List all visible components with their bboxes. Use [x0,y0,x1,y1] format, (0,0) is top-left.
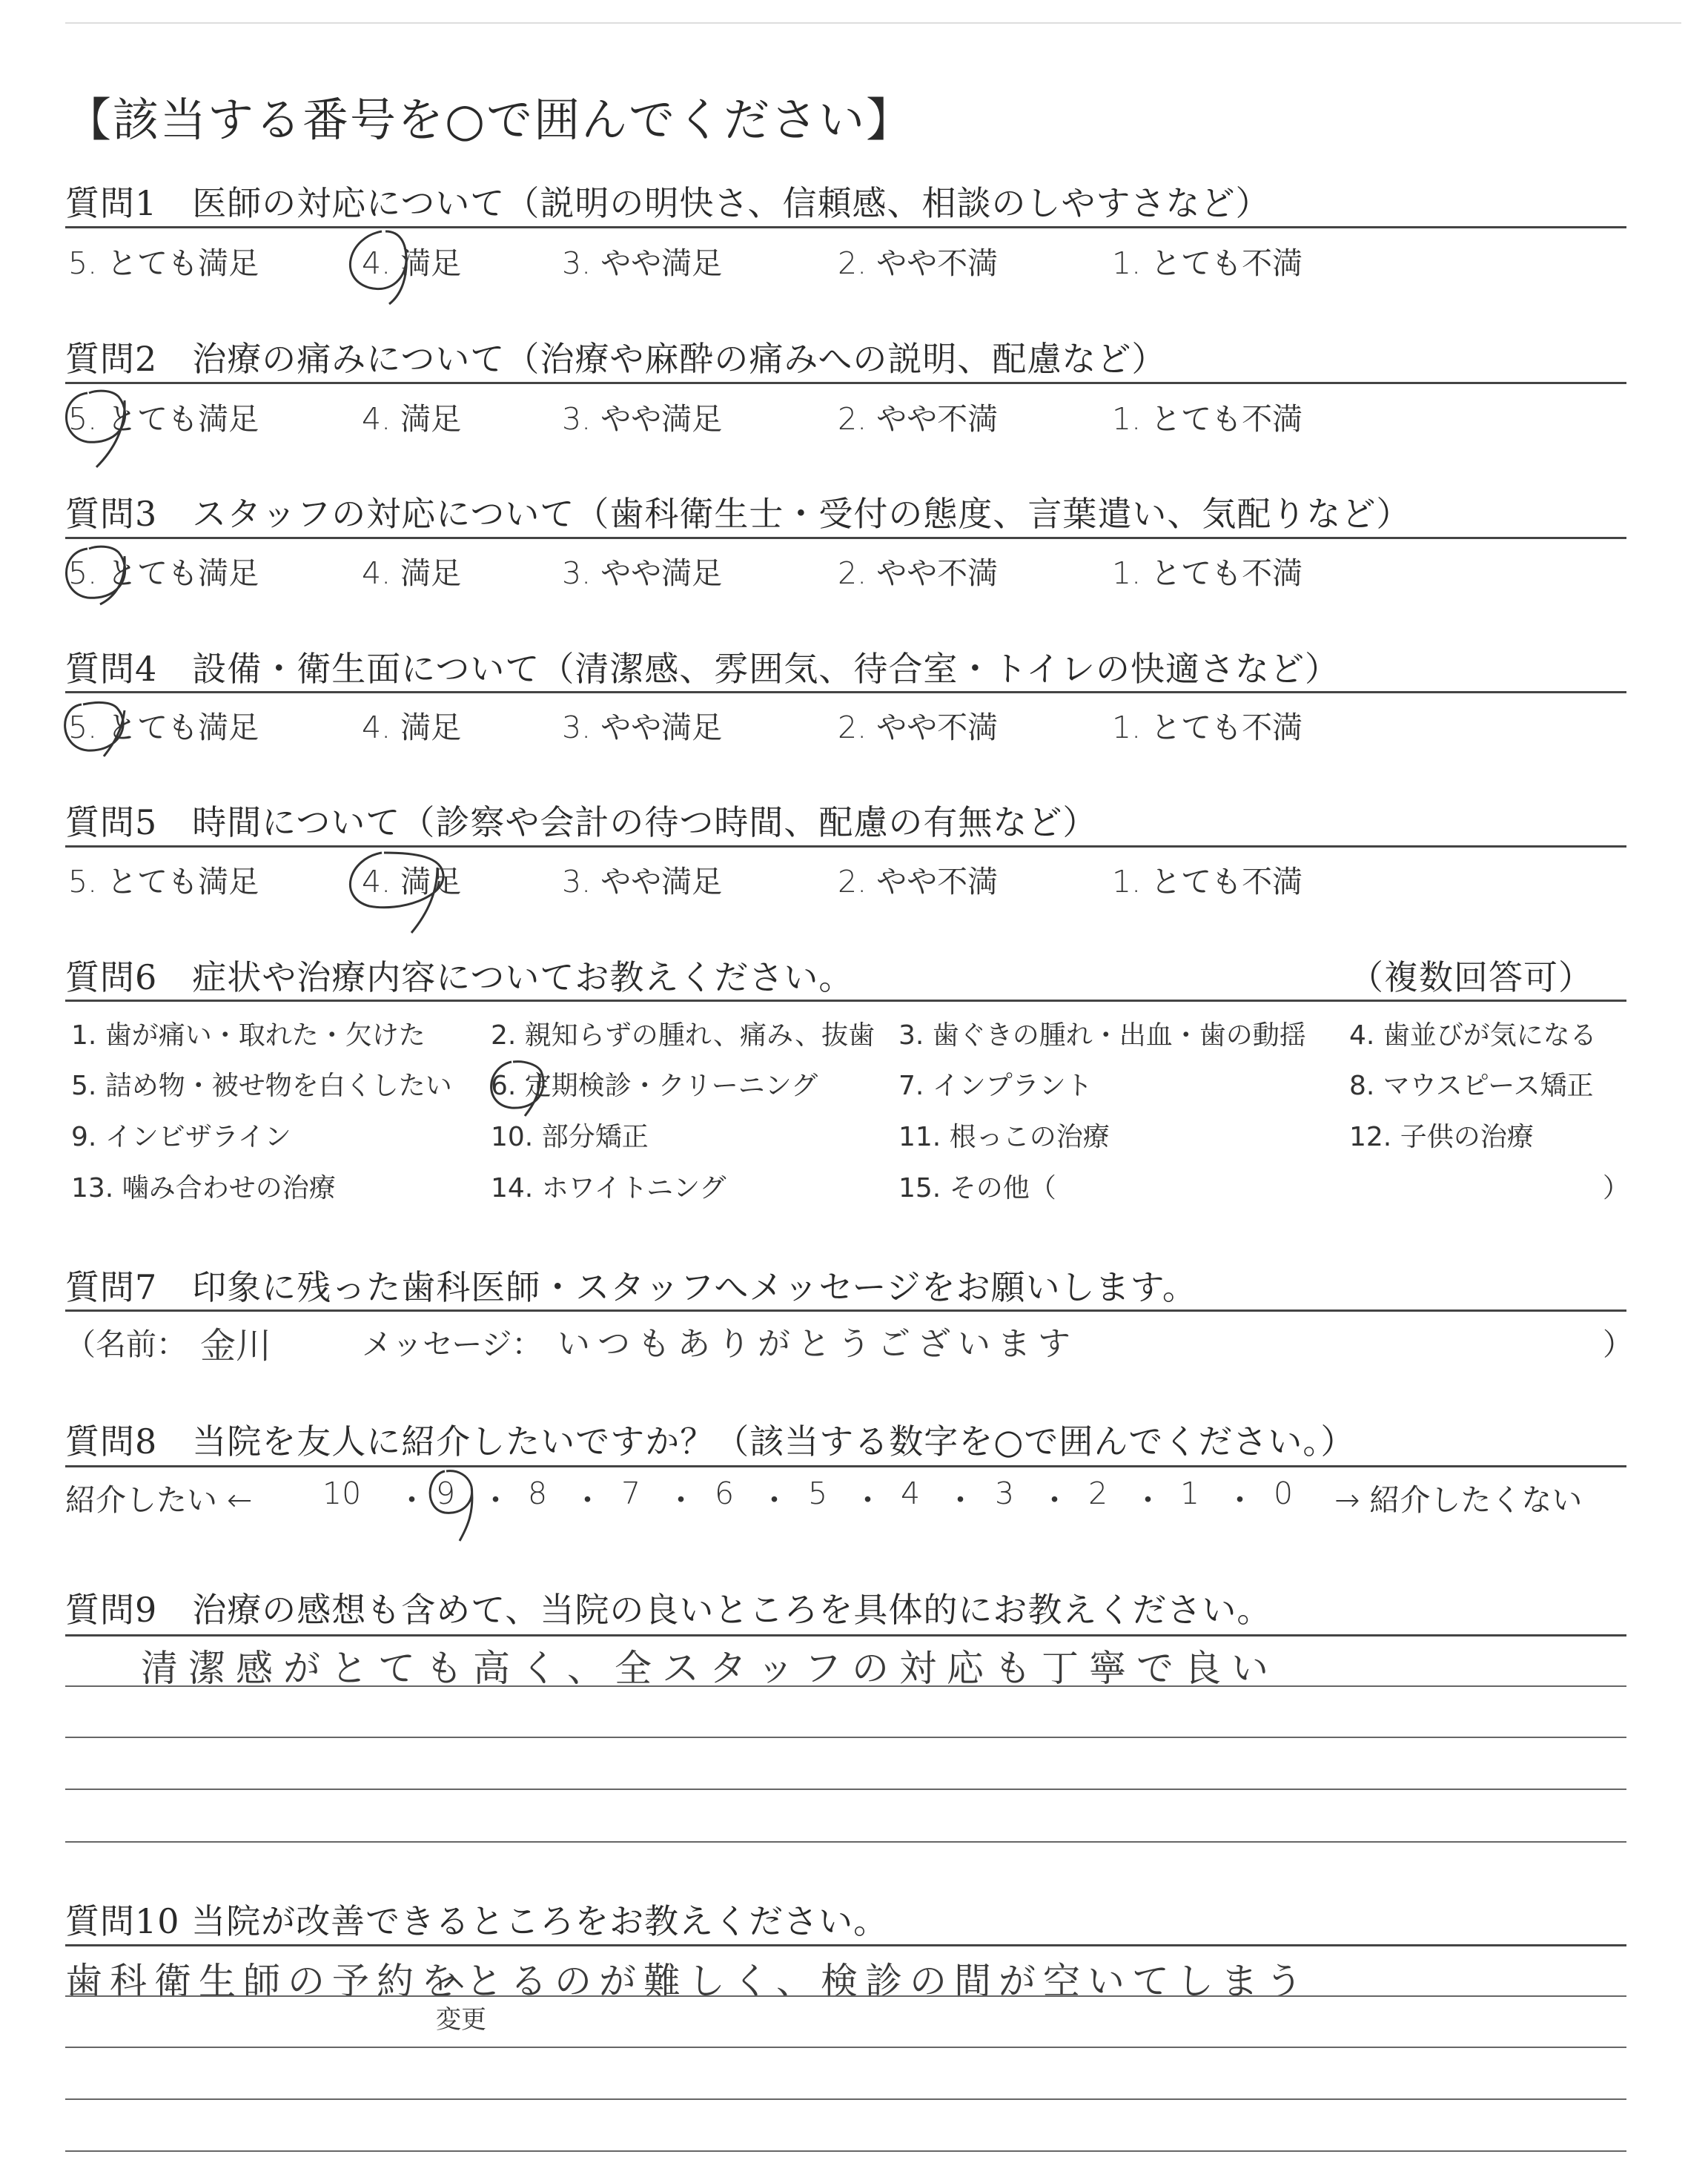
q8-sep: ・ [759,1482,790,1518]
q5-option-1[interactable]: 1. とても不満 [1112,864,1303,899]
question-8: 質問8 当院を友人に紹介したいですか？（該当する数字を○で囲んでください。） [65,1421,1356,1462]
q8-score-7[interactable]: 7 [621,1476,641,1511]
q8-sep: ・ [945,1482,976,1518]
question-6: 質問6 症状や治療内容についてお教えください。 [65,957,854,997]
q5-option-5[interactable]: 5. とても満足 [68,864,259,899]
q1-option-3[interactable]: 3. やや満足 [562,245,723,281]
question-2: 質問2 治療の痛みについて（治療や麻酔の痛みへの説明、配慮など） [65,339,1167,379]
q6-choice-1[interactable]: 1. 歯が痛い・取れた・欠けた [71,1020,426,1051]
q8-sep: ・ [1039,1482,1070,1518]
q6-choice-5[interactable]: 5. 詰め物・被せ物を白くしたい [71,1071,452,1101]
q2-option-3[interactable]: 3. やや満足 [562,401,723,437]
question-10-rule [65,1944,1626,1946]
question-6-note: （複数回答可） [1349,957,1593,997]
q6-choice-11[interactable]: 11. 根っこの治療 [898,1122,1110,1152]
question-4: 質問4 設備・衛生面について（清潔感、雰囲気、待合室・トイレの快適さなど） [65,649,1340,689]
q8-score-4[interactable]: 4 [901,1476,921,1511]
q10-answer[interactable]: 歯科衛生師の予約をとるのが難しく、検診の間が空いてしまう [65,1960,1310,2003]
q1-option-2[interactable]: 2. やや不満 [838,245,999,281]
q2-option-4[interactable]: 4. 満足 [362,401,462,437]
q8-score-8[interactable]: 8 [528,1476,548,1511]
q3-option-3[interactable]: 3. やや満足 [562,555,723,591]
q4-option-4[interactable]: 4. 満足 [362,710,462,745]
q4-option-2[interactable]: 2. やや不満 [838,710,999,745]
q8-sep: ・ [572,1482,603,1518]
question-5-rule [65,845,1626,848]
q8-sep: ・ [1133,1482,1163,1518]
q6-choice-7[interactable]: 7. インプラント [898,1071,1093,1101]
q6-choice-14[interactable]: 14. ホワイトニング [491,1173,726,1203]
q1-option-1[interactable]: 1. とても不満 [1112,245,1303,281]
q6-choice-3[interactable]: 3. 歯ぐきの腫れ・出血・歯の動揺 [898,1020,1306,1051]
q8-right-label: → 紹介したくない [1334,1482,1583,1518]
q8-sep: ・ [397,1482,427,1518]
q9-answer[interactable]: 清潔感がとても高く、全スタッフの対応も丁寧で良い [141,1647,1279,1690]
question-7-rule [65,1309,1626,1312]
q8-sep: ・ [480,1482,511,1518]
q1-option-4[interactable]: 4. 満足 [362,245,462,281]
q6-choice-12[interactable]: 12. 子供の治療 [1349,1122,1534,1152]
q6-choice-4[interactable]: 4. 歯並びが気になる [1349,1020,1597,1051]
question-2-rule [65,382,1626,384]
q3-option-1[interactable]: 1. とても不満 [1112,555,1303,591]
question-6-rule [65,1000,1626,1002]
q2-option-5[interactable]: 5. とても満足 [68,401,259,437]
q10-answer-line [65,2150,1626,2152]
scan-edge [65,22,1681,24]
q4-option-1[interactable]: 1. とても不満 [1112,710,1303,745]
q6-choice-6[interactable]: 6. 定期検診・クリーニング [491,1071,818,1101]
question-3: 質問3 スタッフの対応について（歯科衛生士・受付の態度、言葉遣い、気配りなど） [65,494,1411,534]
q8-score-1[interactable]: 1 [1180,1476,1200,1511]
q6-choice-15[interactable]: 15. その他（ [898,1173,1056,1203]
q10-answer-line [65,2047,1626,2048]
question-1-rule [65,226,1626,228]
q8-left-label: 紹介したい ← [65,1482,253,1518]
q8-score-10[interactable]: 10 [322,1476,362,1511]
q8-score-6[interactable]: 6 [715,1476,735,1511]
question-9-rule [65,1634,1626,1636]
q1-option-5[interactable]: 5. とても満足 [68,245,259,281]
q10-answer-line [65,1995,1626,1997]
q6-choice-13[interactable]: 13. 噛み合わせの治療 [71,1173,336,1203]
q6-choice-8[interactable]: 8. マウスピース矯正 [1349,1071,1594,1101]
question-10: 質問10 当院が改善できるところをお教えください。 [65,1901,889,1941]
q8-score-3[interactable]: 3 [995,1476,1015,1511]
q8-sep: ・ [1225,1482,1255,1518]
q5-option-4[interactable]: 4. 満足 [362,864,462,899]
q6-choice-10[interactable]: 10. 部分矯正 [491,1122,649,1152]
q7-name-label: （名前： [65,1327,187,1362]
q4-option-3[interactable]: 3. やや満足 [562,710,723,745]
q5-option-3[interactable]: 3. やや満足 [562,864,723,899]
q3-option-4[interactable]: 4. 満足 [362,555,462,591]
question-7: 質問7 印象に残った歯科医師・スタッフへメッセージをお願いします。 [65,1267,1197,1307]
q10-insertion: 変更 [436,2005,486,2035]
q8-score-0[interactable]: 0 [1274,1476,1294,1511]
q7-message-value[interactable]: いつもありがとうございます [557,1325,1078,1363]
q9-answer-line [65,1737,1626,1738]
question-1: 質問1 医師の対応について（説明の明快さ、信頼感、相談のしやすさなど） [65,183,1271,223]
q8-sep: ・ [853,1482,883,1518]
q2-option-1[interactable]: 1. とても不満 [1112,401,1303,437]
q4-option-5[interactable]: 5. とても満足 [68,710,259,745]
q7-name-value[interactable]: 金川 [200,1325,272,1367]
q6-choice-9[interactable]: 9. インビザライン [71,1122,291,1152]
question-5: 質問5 時間について（診察や会計の待つ時間、配慮の有無など） [65,802,1098,842]
q9-answer-line [65,1841,1626,1843]
form-heading: 【該当する番号を○で囲んでください】 [65,93,914,147]
q3-option-5[interactable]: 5. とても満足 [68,555,259,591]
q2-option-2[interactable]: 2. やや不満 [838,401,999,437]
q9-answer-line [65,1685,1626,1687]
q8-score-5[interactable]: 5 [808,1476,828,1511]
question-4-rule [65,691,1626,693]
question-9: 質問9 治療の感想も含めて、当院の良いところを具体的にお教えください。 [65,1590,1272,1630]
q6-choice-2[interactable]: 2. 親知らずの腫れ、痛み、抜歯 [491,1020,875,1051]
q7-close: ） [1603,1327,1633,1362]
q8-score-9[interactable]: 9 [436,1476,456,1511]
q8-sep: ・ [666,1482,696,1518]
q3-option-2[interactable]: 2. やや不満 [838,555,999,591]
q6-choice-15-close: ） [1603,1173,1630,1203]
q5-option-2[interactable]: 2. やや不満 [838,864,999,899]
q9-answer-line [65,1789,1626,1790]
question-3-rule [65,537,1626,539]
question-8-rule [65,1465,1626,1467]
q10-answer-line [65,2098,1626,2100]
q7-message-label: メッセージ： [362,1327,543,1362]
q8-score-2[interactable]: 2 [1088,1476,1108,1511]
